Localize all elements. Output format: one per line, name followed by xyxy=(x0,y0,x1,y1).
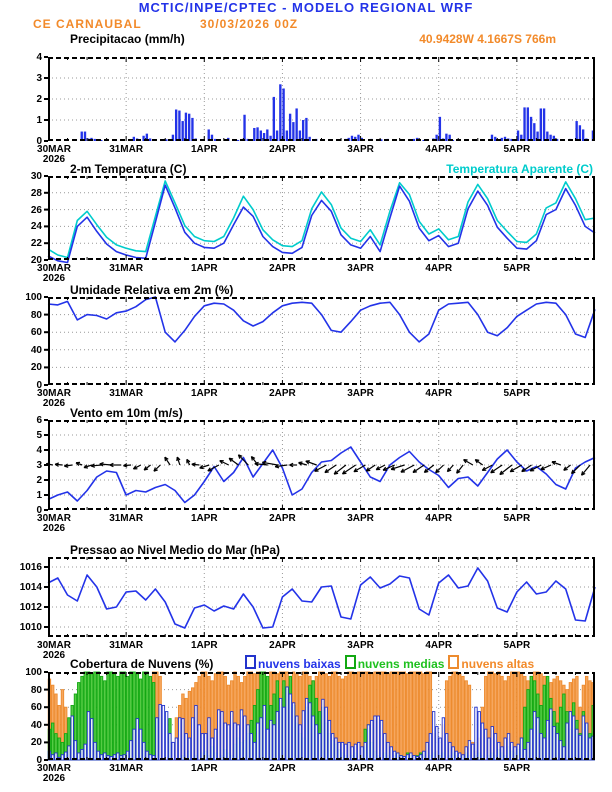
x-day-label: 4APR xyxy=(425,513,453,524)
x-day-label: 31MAR xyxy=(109,513,144,524)
y-tick-label: 20 xyxy=(30,255,42,266)
cloud-cover-title: Cobertura de Nuvens (%) xyxy=(70,657,214,671)
plot-area-temperature xyxy=(48,176,595,260)
apparent-temperature-title: Temperatura Aparente (C) xyxy=(446,162,593,176)
x-day-label: 2APR xyxy=(269,144,296,155)
y-tick-label: 1 xyxy=(36,115,42,126)
y-tick-label: 40 xyxy=(30,344,42,356)
high-clouds-swatch-icon xyxy=(448,655,459,669)
plot-area-relative-humidity xyxy=(48,297,595,385)
pressure-title: Pressao ao Nivel Medio do Mar (hPa) xyxy=(70,543,281,557)
temperature-title: 2-m Temperatura (C) xyxy=(70,162,187,176)
y-tick-label: 5 xyxy=(36,430,42,441)
x-day-label: 1APR xyxy=(190,144,218,155)
year-label: 2026 xyxy=(42,523,66,534)
x-day-label: 30MAR xyxy=(37,763,71,774)
x-day-label: 31MAR xyxy=(109,763,144,774)
y-tick-label: 26 xyxy=(30,204,42,216)
y-tick-label: 60 xyxy=(30,327,42,339)
plot-area-precipitation xyxy=(48,57,595,141)
y-tick-label: 1012 xyxy=(19,602,42,613)
x-day-label: 1APR xyxy=(190,640,218,651)
legend-label-low-clouds: nuvens baixas xyxy=(258,657,341,671)
precipitation-title: Precipitacao (mm/h) xyxy=(70,32,185,46)
x-day-label: 1APR xyxy=(190,388,218,399)
y-tick-label: 0 xyxy=(36,380,42,391)
legend-item-low-clouds xyxy=(245,655,341,671)
y-tick-label: 3 xyxy=(36,73,42,84)
x-day-label: 1APR xyxy=(190,763,218,774)
y-tick-label: 100 xyxy=(25,667,42,678)
y-tick-label: 1016 xyxy=(19,562,42,573)
x-day-label: 4APR xyxy=(425,640,453,651)
page-title: MCTIC/INPE/CPTEC - MODELO REGIONAL WRF xyxy=(138,0,474,15)
x-day-label: 2APR xyxy=(269,513,296,524)
low-clouds-swatch-icon xyxy=(245,655,256,669)
x-day-label: 31MAR xyxy=(109,263,144,274)
y-tick-label: 0 xyxy=(36,505,42,516)
x-day-label: 1APR xyxy=(190,263,218,274)
y-tick-label: 60 xyxy=(30,702,42,714)
y-tick-label: 0 xyxy=(36,755,42,766)
x-day-label: 30MAR xyxy=(37,513,71,524)
plot-area-sea-level-pressure xyxy=(48,557,595,637)
x-day-label: 3APR xyxy=(347,144,374,155)
x-day-label: 3APR xyxy=(347,263,374,274)
x-day-label: 2APR xyxy=(269,763,296,774)
y-tick-label: 1010 xyxy=(19,622,42,633)
legend-label-mid-clouds: nuvens medias xyxy=(357,657,445,671)
year-label: 2026 xyxy=(42,273,66,284)
year-label: 2026 xyxy=(42,773,66,784)
year-label: 2026 xyxy=(42,154,66,165)
y-tick-label: 1 xyxy=(36,490,42,501)
x-day-label: 5APR xyxy=(503,263,531,274)
legend-item-mid-clouds xyxy=(345,655,445,671)
x-day-label: 2APR xyxy=(269,263,296,274)
humidity-title: Umidade Relativa em 2m (%) xyxy=(70,283,234,297)
y-tick-label: 1014 xyxy=(19,582,42,593)
y-tick-label: 30 xyxy=(30,171,42,182)
plot-area-cloud-cover xyxy=(48,672,595,760)
x-day-label: 4APR xyxy=(425,388,453,399)
x-day-label: 5APR xyxy=(503,640,531,651)
x-day-label: 30MAR xyxy=(37,263,71,274)
x-day-label: 5APR xyxy=(503,388,531,399)
wind-title: Vento em 10m (m/s) xyxy=(70,406,183,420)
x-day-label: 30MAR xyxy=(37,640,71,651)
year-label: 2026 xyxy=(42,650,66,661)
x-day-label: 5APR xyxy=(503,513,531,524)
y-tick-label: 28 xyxy=(30,187,42,199)
y-tick-label: 20 xyxy=(30,362,42,374)
y-tick-label: 2 xyxy=(36,94,42,105)
plot-area-wind-10m xyxy=(48,420,595,510)
y-tick-label: 4 xyxy=(36,52,42,63)
y-tick-label: 24 xyxy=(30,221,42,233)
x-day-label: 3APR xyxy=(347,640,374,651)
x-day-label: 4APR xyxy=(425,263,453,274)
x-day-label: 5APR xyxy=(503,144,531,155)
y-tick-label: 80 xyxy=(30,309,42,321)
y-tick-label: 0 xyxy=(36,136,42,147)
x-day-label: 3APR xyxy=(347,388,374,399)
x-day-label: 5APR xyxy=(503,763,531,774)
x-day-label: 31MAR xyxy=(109,144,144,155)
x-day-label: 2APR xyxy=(269,388,296,399)
x-day-label: 3APR xyxy=(347,763,374,774)
y-tick-label: 100 xyxy=(25,292,42,303)
x-day-label: 4APR xyxy=(425,763,453,774)
x-day-label: 30MAR xyxy=(37,388,71,399)
y-tick-label: 40 xyxy=(30,719,42,731)
x-day-label: 31MAR xyxy=(109,640,144,651)
x-day-label: 2APR xyxy=(269,640,296,651)
cloud-legend xyxy=(245,655,534,671)
run-datetime-label: 30/03/2026 00Z xyxy=(200,17,299,31)
x-day-label: 30MAR xyxy=(37,144,71,155)
station-label: CE CARNAUBAL xyxy=(33,17,142,31)
x-day-label: 3APR xyxy=(347,513,374,524)
legend-item-high-clouds xyxy=(448,655,534,671)
y-tick-label: 6 xyxy=(36,415,42,426)
location-label: 40.9428W 4.1667S 766m xyxy=(419,32,556,46)
x-day-label: 1APR xyxy=(190,513,218,524)
legend-label-high-clouds: nuvens altas xyxy=(461,657,535,671)
x-day-label: 4APR xyxy=(425,144,453,155)
mid-clouds-swatch-icon xyxy=(345,655,356,669)
y-tick-label: 4 xyxy=(36,445,42,456)
y-tick-label: 22 xyxy=(30,238,42,250)
year-label: 2026 xyxy=(42,398,66,409)
y-tick-label: 20 xyxy=(30,737,42,749)
x-day-label: 31MAR xyxy=(109,388,144,399)
y-tick-label: 2 xyxy=(36,475,42,486)
y-tick-label: 80 xyxy=(30,684,42,696)
y-tick-label: 3 xyxy=(36,460,42,471)
